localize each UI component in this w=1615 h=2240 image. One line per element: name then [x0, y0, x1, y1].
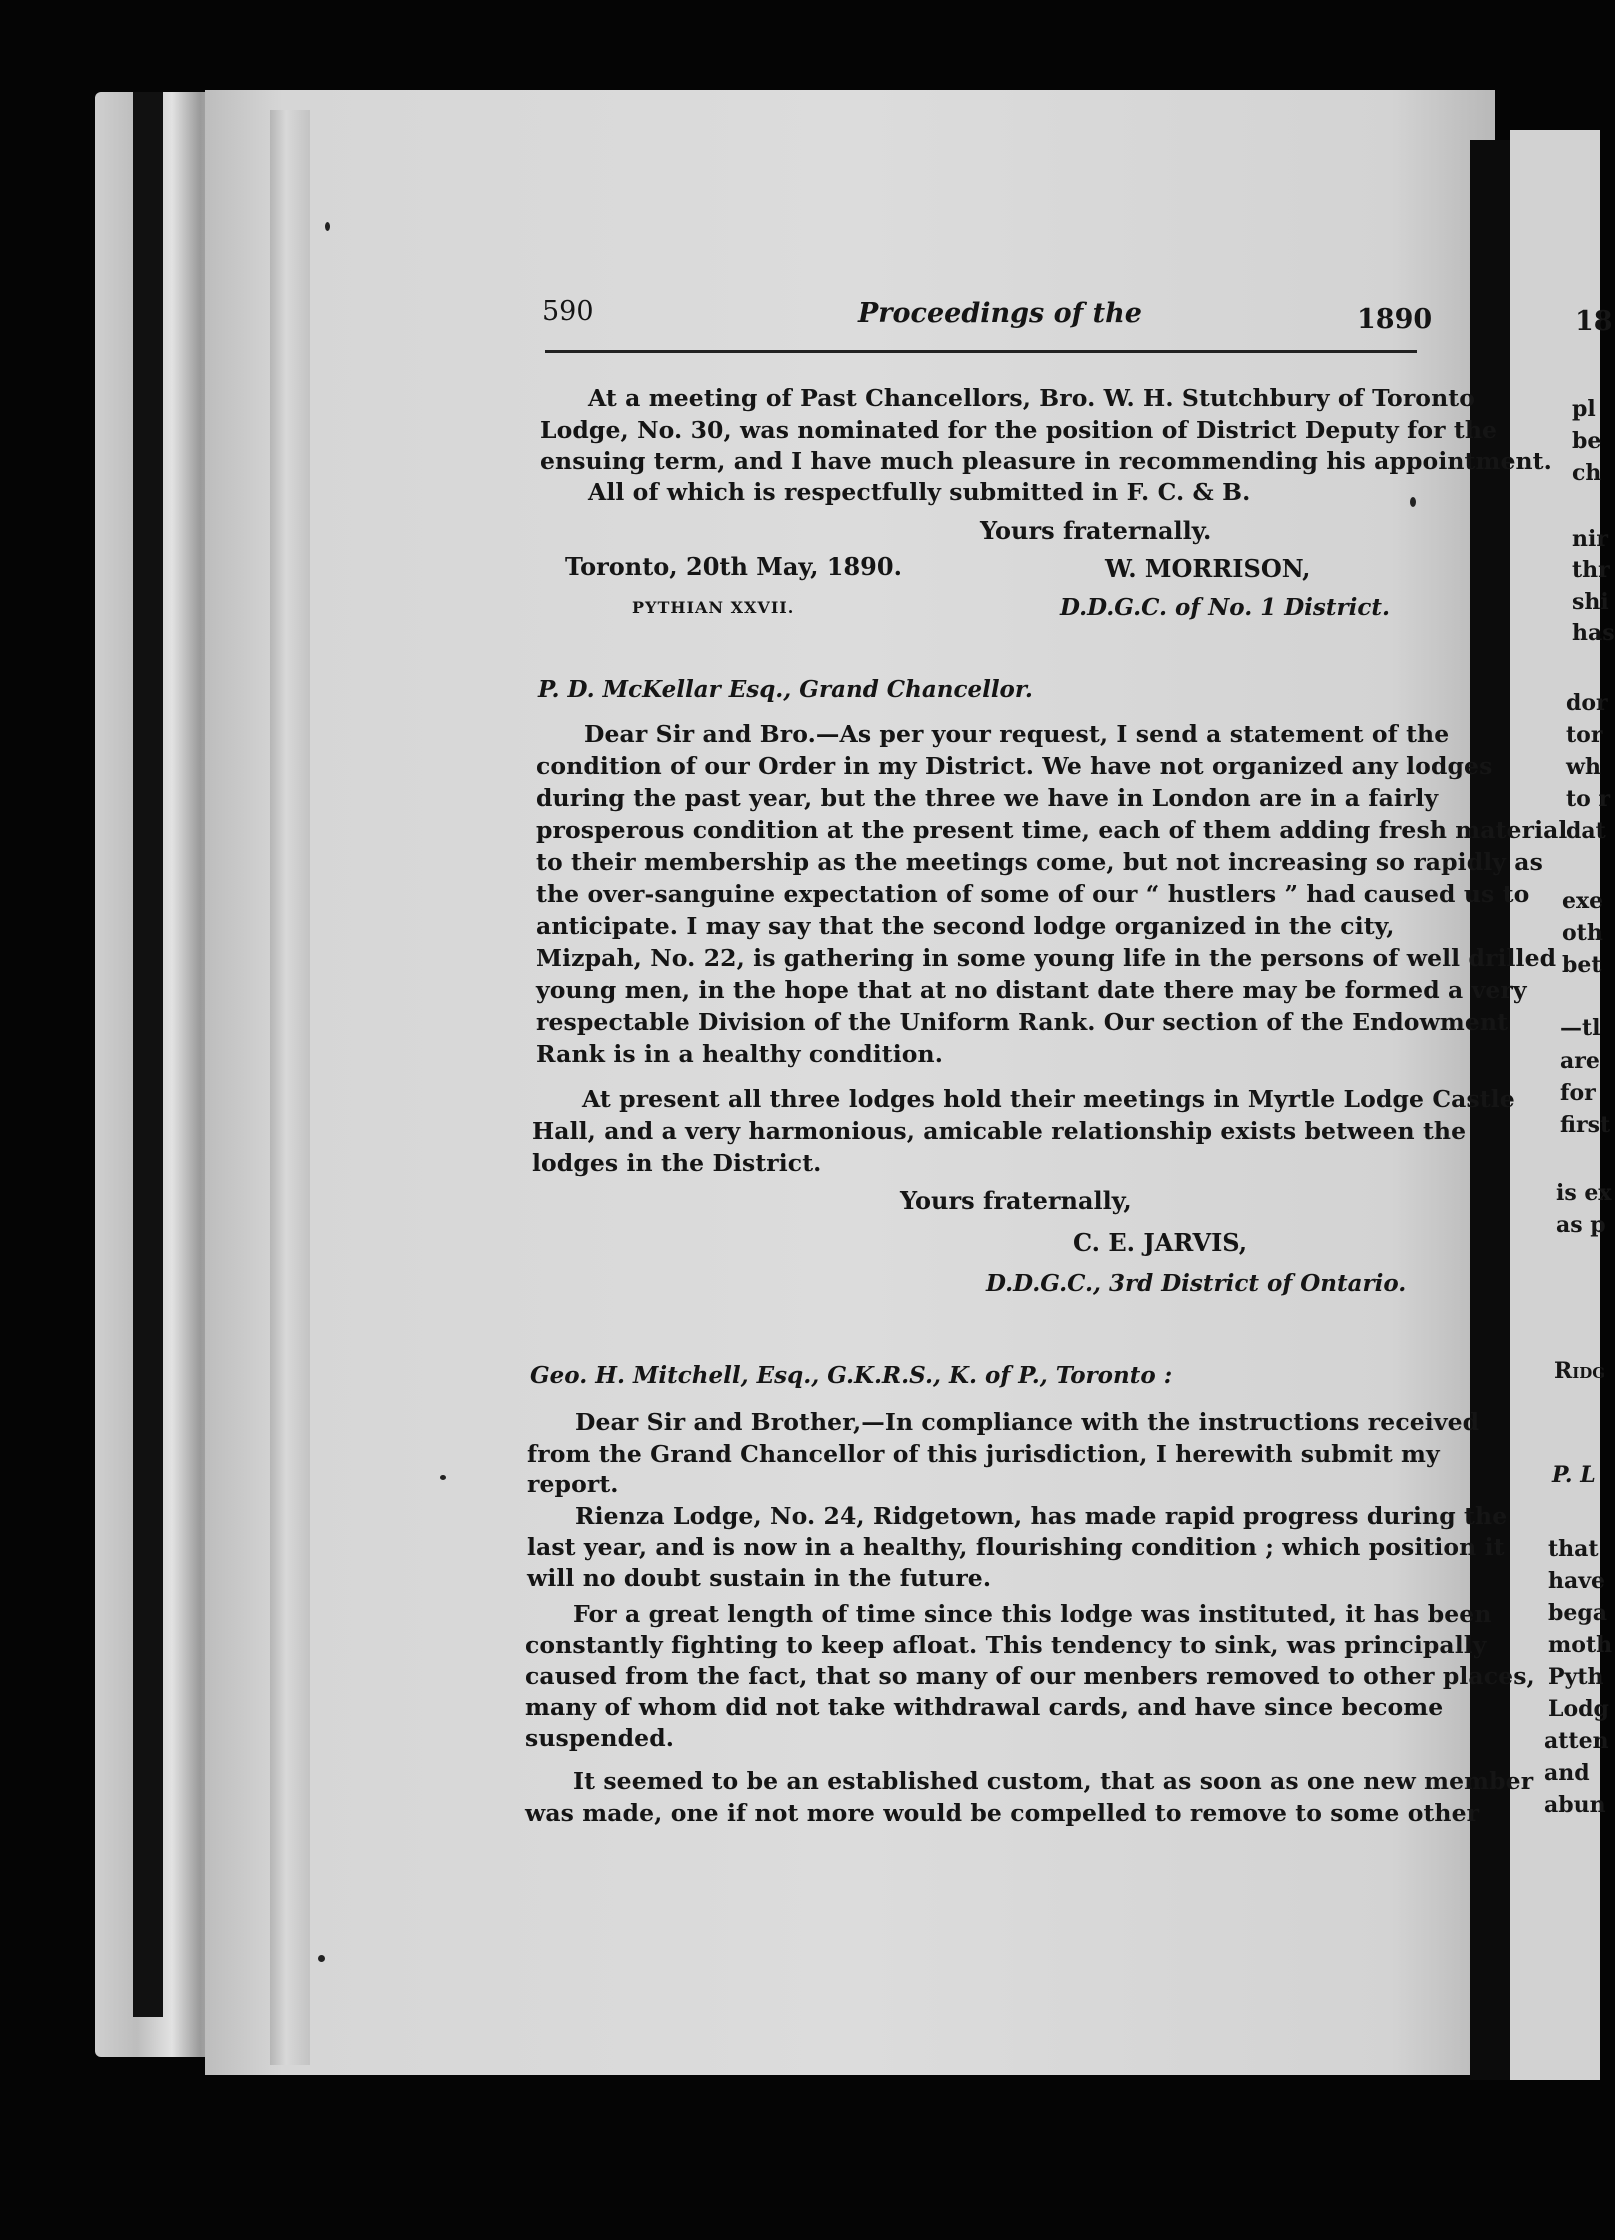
facing-fragment: 18 — [1575, 306, 1613, 337]
paragraph-line: condition of our Order in my District. We have not organized any lodges — [536, 752, 1493, 780]
facing-fragment: as p — [1556, 1212, 1606, 1238]
paragraph-line: Mizpah, No. 22, is gathering in some young life in the persons of well drilled — [536, 944, 1557, 972]
facing-fragment: oth — [1562, 920, 1603, 946]
closing-line: Yours fraternally. — [980, 516, 1212, 545]
paragraph-line: ensuing term, and I have much pleasure in recommending his appointment. — [540, 447, 1552, 475]
facing-fragment: atten — [1544, 1728, 1609, 1754]
facing-fragment: pl — [1572, 396, 1596, 422]
facing-fragment: bega — [1548, 1600, 1608, 1626]
facing-fragment: is ex — [1556, 1180, 1612, 1206]
paragraph-line: will no doubt sustain in the future. — [527, 1564, 992, 1592]
facing-fragment: dor — [1566, 690, 1608, 716]
scan-speck — [325, 222, 330, 231]
header-rule — [545, 350, 1417, 353]
paragraph-line: during the past year, but the three we have in London are in a fairly — [536, 784, 1439, 812]
paragraph-line: Dear Sir and Bro.—As per your request, I send a statement of the — [584, 720, 1450, 748]
paragraph-line: Rank is in a healthy condition. — [536, 1040, 944, 1068]
paragraph-line: Rienza Lodge, No. 24, Ridgetown, has made rapid progress during the — [575, 1502, 1508, 1530]
scan-speck — [440, 1475, 446, 1480]
paragraph-line: was made, one if not more would be compelled to remove to some other — [525, 1799, 1480, 1827]
paragraph-line: lodges in the District. — [532, 1149, 822, 1177]
scan-speck — [1410, 497, 1416, 507]
facing-fragment: —tl — [1560, 1015, 1601, 1041]
paragraph-line: At a meeting of Past Chancellors, Bro. W. H. Stutchbury of Toronto — [588, 384, 1476, 412]
facing-fragment: nir — [1572, 526, 1608, 552]
facing-fragment: P. L — [1552, 1462, 1596, 1488]
running-head-year: 1890 — [1357, 304, 1433, 335]
facing-fragment: Ridg — [1554, 1358, 1606, 1384]
signer-title: D.D.G.C., 3rd District of Ontario. — [986, 1270, 1407, 1297]
paragraph-line: constantly fighting to keep afloat. This tendency to sink, was principally — [525, 1631, 1487, 1659]
paragraph-line: to their membership as the meetings come, but not increasing so rapidly as — [536, 848, 1543, 876]
facing-fragment: thr — [1572, 557, 1610, 583]
facing-fragment: be — [1572, 428, 1602, 454]
facing-fragment: abun — [1544, 1792, 1606, 1818]
facing-fragment: shi — [1572, 589, 1609, 615]
paragraph-line: anticipate. I may say that the second lodge organized in the city, — [536, 912, 1395, 940]
paragraph-line: All of which is respectfully submitted in F. C. & B. — [588, 478, 1251, 506]
signer-name: C. E. JARVIS, — [1073, 1228, 1248, 1257]
facing-fragment: for — [1560, 1080, 1596, 1106]
signer-name: W. MORRISON, — [1105, 554, 1311, 583]
paragraph-line: caused from the fact, that so many of our menbers removed to other places, — [525, 1662, 1535, 1690]
facing-fragment: first — [1560, 1112, 1611, 1138]
facing-fragment: are — [1560, 1048, 1600, 1074]
running-head-title: Proceedings of the — [858, 298, 1142, 329]
book-cover-edge — [133, 92, 163, 2017]
salutation: Geo. H. Mitchell, Esq., G.K.R.S., K. of P., Toronto : — [530, 1362, 1173, 1389]
facing-fragment: ch — [1572, 460, 1602, 486]
paragraph-line: many of whom did not take withdrawal cards, and have since become — [525, 1693, 1444, 1721]
closing-line: Yours fraternally, — [900, 1186, 1132, 1215]
facing-fragment: wh — [1566, 754, 1601, 780]
paragraph-line: last year, and is now in a healthy, flourishing condition ; which position it — [527, 1533, 1505, 1561]
paragraph-line: It seemed to be an established custom, that as soon as one new member — [573, 1767, 1534, 1795]
facing-fragment: bet — [1562, 952, 1602, 978]
paragraph-line: Hall, and a very harmonious, amicable relationship exists between the — [532, 1117, 1467, 1145]
facing-fragment: to r — [1566, 786, 1611, 812]
paragraph-line: young men, in the hope that at no distant date there may be formed a very — [536, 976, 1527, 1004]
paragraph-line: report. — [527, 1470, 619, 1498]
facing-fragment: Pyth — [1548, 1664, 1604, 1690]
facing-fragment: tor — [1566, 722, 1603, 748]
facing-fragment: has — [1572, 620, 1615, 646]
paragraph-line: the over-sanguine expectation of some of our “ hustlers ” had caused us to — [536, 880, 1530, 908]
paragraph-line: suspended. — [525, 1724, 675, 1752]
paragraph-line: Lodge, No. 30, was nominated for the position of District Deputy for the — [540, 416, 1498, 444]
paragraph-line: At present all three lodges hold their meetings in Myrtle Lodge Castle — [582, 1085, 1515, 1113]
salutation: P. D. McKellar Esq., Grand Chancellor. — [538, 676, 1033, 703]
facing-fragment: moth — [1548, 1632, 1613, 1658]
facing-fragment: that — [1548, 1536, 1599, 1562]
page-number: 590 — [542, 296, 594, 327]
scan-speck — [318, 1955, 325, 1962]
paragraph-line: respectable Division of the Uniform Rank. Our section of the Endowment — [536, 1008, 1509, 1036]
place-date: Toronto, 20th May, 1890. — [565, 552, 902, 581]
signer-title: D.D.G.C. of No. 1 District. — [1060, 594, 1390, 621]
pythian-date: PYTHIAN XXVII. — [632, 598, 795, 617]
facing-fragment: have — [1548, 1568, 1606, 1594]
facing-fragment: exe — [1562, 888, 1604, 914]
page-fold — [270, 110, 310, 2065]
paragraph-line: from the Grand Chancellor of this jurisdiction, I herewith submit my — [527, 1440, 1440, 1468]
paragraph-line: prosperous condition at the present time, each of them adding fresh material — [536, 816, 1568, 844]
facing-fragment: and — [1544, 1760, 1590, 1786]
facing-fragment: Lodg — [1548, 1696, 1609, 1722]
paragraph-line: For a great length of time since this lodge was instituted, it has been — [573, 1600, 1492, 1628]
facing-fragment: dat — [1566, 818, 1606, 844]
paragraph-line: Dear Sir and Brother,—In compliance with the instructions received — [575, 1408, 1480, 1436]
